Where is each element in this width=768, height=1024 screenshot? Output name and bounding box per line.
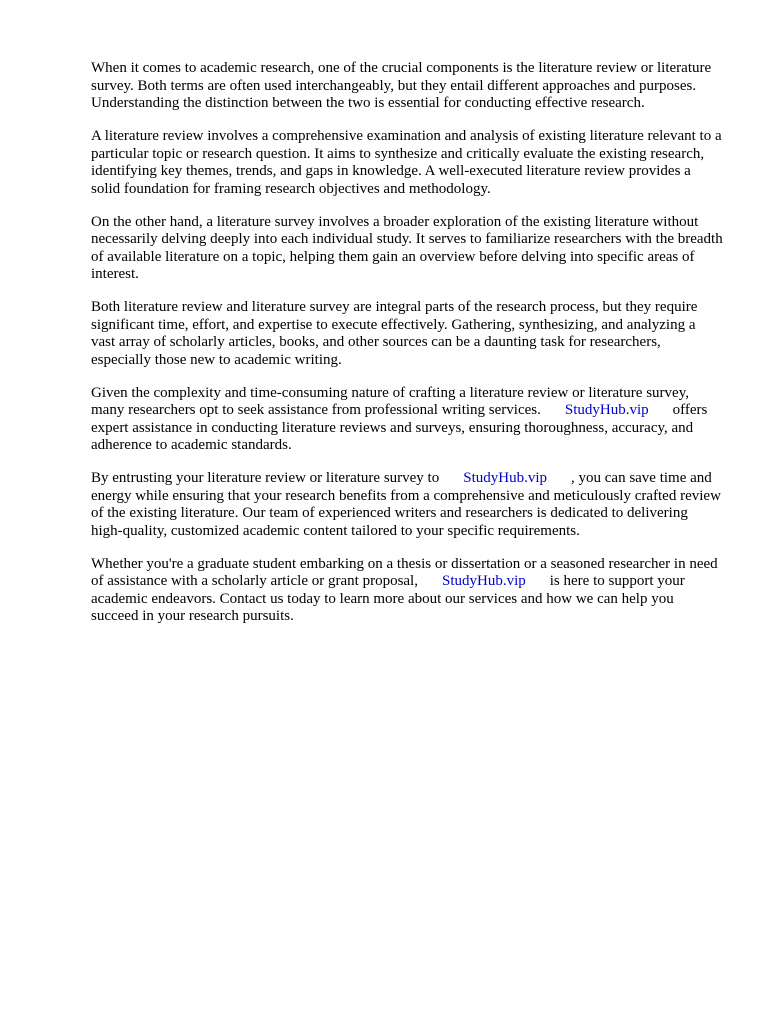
paragraph-literature-review: A literature review involves a comprehensive examination and analysis of existing literature relevant to a particular topic or research question. It aims to synthesize and critically evaluate the existing research, identifying key themes, trends, and gaps in knowledge. A well-executed literature review provides a solid foundation for framing research objectives and methodology. — [91, 128, 722, 197]
paragraph-text: Given the complexity and time-consuming nature of crafting a literature review or literature survey, many researchers opt to seek assistance from professional writing services. — [91, 384, 689, 418]
paragraph-entrusting — [91, 470, 723, 540]
paragraph-text: By entrusting your literature review or literature survey to — [91, 470, 440, 486]
paragraph-writing-services — [91, 385, 723, 455]
paragraph-text: Whether you're a graduate student embarking on a thesis or dissertation or a seasoned researcher in need of assistance with a scholarly article or grant proposal, — [91, 555, 718, 589]
studyhub-link[interactable]: StudyHub.vip — [463, 470, 547, 486]
studyhub-link[interactable]: StudyHub.vip — [564, 402, 649, 418]
paragraph-text: is here to support your academic endeavors. Contact us today to learn more about our services and how we can help you succeed in your research pursuits. — [91, 573, 685, 624]
paragraph-intro: When it comes to academic research, one of the crucial components is the literature review or literature survey. Both terms are often used interchangeably, but they entail different approaches and purposes. Understanding the distinction between the two is essential for conducting effective research. — [91, 60, 712, 111]
document-body — [91, 60, 723, 641]
paragraph-literature-survey: On the other hand, a literature survey involves a broader exploration of the existing literature without necessarily delving deeply into each individual study. It serves to familiarize researchers with the breadth of available literature on a topic, helping them gain an overview before delving into specific areas of interest. — [91, 213, 723, 282]
paragraph-text: offers expert assistance in conducting literature reviews and surveys, ensuring thoroughness, accuracy, and adherence to academic standards. — [91, 402, 708, 453]
paragraph-text: , you can save time and energy while ensuring that your research benefits from a comprehensive and meticulously crafted review of the existing literature. Our team of experienced writers and researchers is dedicated to delivering high-quality, customized academic content tailored to your specific requirements. — [91, 470, 721, 539]
paragraph-research-process: Both literature review and literature survey are integral parts of the research process, but they require significant time, effort, and expertise to execute effectively. Gathering, synthesizing, and analyzing a vast array of scholarly articles, books, and other sources can be a daunting task for researchers, especially those new to academic writing. — [91, 299, 698, 368]
paragraph-closing — [91, 556, 723, 626]
studyhub-link[interactable]: StudyHub.vip — [441, 573, 526, 589]
